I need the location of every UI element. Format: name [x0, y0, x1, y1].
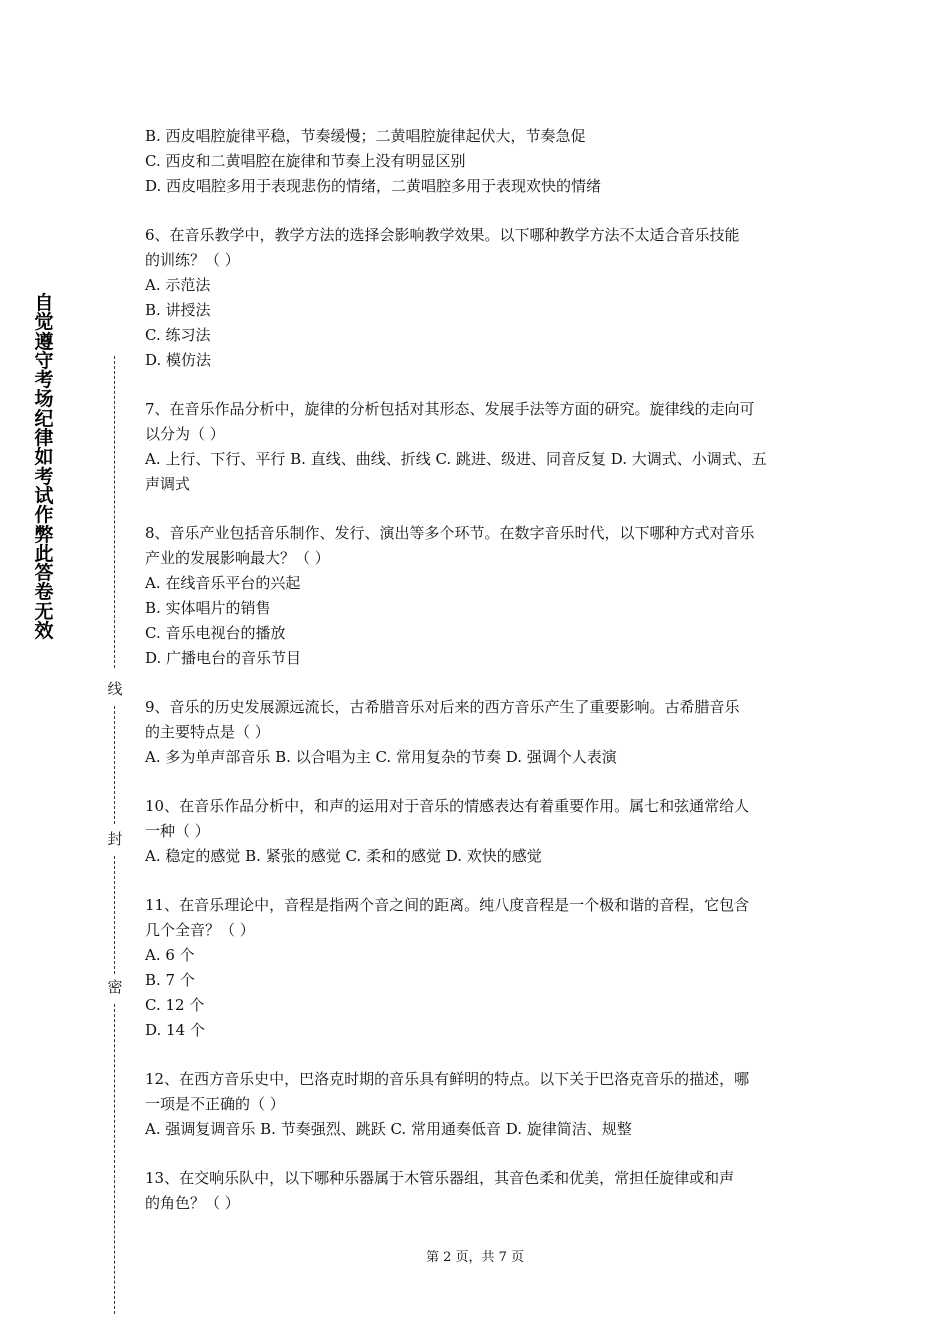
- binding-mark-secret: 密: [107, 978, 123, 996]
- exam-discipline-notice: 自觉遵守考场纪律如考试作弊此答卷无效: [34, 292, 54, 643]
- question-content: [145, 124, 813, 1216]
- question-stem: 11、在音乐理论中，音程是指两个音之间的距离。纯八度音程是一个极和谐的音程，它包含: [145, 896, 750, 914]
- question-stem: 12、在西方音乐史中，巴洛克时期的音乐具有鲜明的特点。以下关于巴洛克音乐的描述，哪: [145, 1070, 750, 1088]
- question-stem: 7、在音乐作品分析中，旋律的分析包括对其形态、发展手法等方面的研究。旋律线的走向可: [145, 400, 755, 418]
- question-9: [145, 695, 813, 770]
- question-12: [145, 1067, 813, 1142]
- option: D. 西皮唱腔多用于表现悲伤的情绪，二黄唱腔多用于表现欢快的情绪: [145, 177, 602, 195]
- question-stem: 的主要特点是（ ）: [145, 723, 270, 741]
- question-stem: 产业的发展影响最大？（ ）: [145, 549, 330, 567]
- option: C. 西皮和二黄唱腔在旋律和节奏上没有明显区别: [145, 152, 466, 170]
- option: A. 示范法: [145, 276, 211, 294]
- previous-question-options: [145, 124, 813, 199]
- question-7: [145, 397, 813, 497]
- question-stem: 10、在音乐作品分析中，和声的运用对于音乐的情感表达有着重要作用。属七和弦通常给人: [145, 797, 750, 815]
- question-10: [145, 794, 813, 869]
- binding-line-segment: [114, 856, 115, 974]
- options-line: A. 多为单声部音乐 B. 以合唱为主 C. 常用复杂的节奏 D. 强调个人表演: [145, 748, 617, 766]
- question-stem: 一种（ ）: [145, 822, 210, 840]
- question-8: [145, 521, 813, 671]
- page-footer: 第 2 页，共 7 页: [425, 1250, 525, 1265]
- option: B. 实体唱片的销售: [145, 599, 271, 617]
- question-6: [145, 223, 813, 373]
- binding-line-segment: [114, 356, 115, 668]
- options-line: A. 稳定的感觉 B. 紧张的感觉 C. 柔和的感觉 D. 欢快的感觉: [145, 847, 542, 865]
- options-line: A. 上行、下行、平行 B. 直线、曲线、折线 C. 跳进、级进、同音反复 D. 大调式、小调式、五: [145, 450, 767, 468]
- option: D. 广播电台的音乐节目: [145, 649, 302, 667]
- question-11: [145, 893, 813, 1043]
- question-stem: 13、在交响乐队中，以下哪种乐器属于木管乐器组，其音色柔和优美，常担任旋律或和声: [145, 1169, 735, 1187]
- question-stem: 一项是不正确的（ ）: [145, 1095, 285, 1113]
- option: B. 西皮唱腔旋律平稳，节奏缓慢；二黄唱腔旋律起伏大，节奏急促: [145, 127, 586, 145]
- options-line: A. 强调复调音乐 B. 节奏强烈、跳跃 C. 常用通奏低音 D. 旋律简洁、规整: [145, 1120, 632, 1138]
- option: C. 12 个: [145, 996, 205, 1014]
- binding-line-segment: [114, 1004, 115, 1314]
- question-stem: 以分为（ ）: [145, 425, 225, 443]
- option: B. 讲授法: [145, 301, 211, 319]
- option: C. 练习法: [145, 326, 211, 344]
- option: B. 7 个: [145, 971, 195, 989]
- question-stem: 6、在音乐教学中，教学方法的选择会影响教学效果。以下哪种教学方法不太适合音乐技能: [145, 226, 740, 244]
- question-stem: 的训练？（ ）: [145, 251, 240, 269]
- binding-mark-line: 线: [107, 680, 123, 698]
- option: A. 6 个: [145, 946, 195, 964]
- question-stem: 几个全音？（ ）: [145, 921, 255, 939]
- option: D. 14 个: [145, 1021, 205, 1039]
- binding-line-segment: [114, 706, 115, 824]
- option: C. 音乐电视台的播放: [145, 624, 286, 642]
- option: D. 模仿法: [145, 351, 212, 369]
- binding-mark-seal: 封: [107, 830, 123, 848]
- question-stem: 的角色？（ ）: [145, 1194, 240, 1212]
- question-stem: 9、音乐的历史发展源远流长，古希腊音乐对后来的西方音乐产生了重要影响。古希腊音乐: [145, 698, 740, 716]
- question-stem: 8、音乐产业包括音乐制作、发行、演出等多个环节。在数字音乐时代，以下哪种方式对音乐: [145, 524, 755, 542]
- options-line: 声调式: [145, 475, 191, 493]
- option: A. 在线音乐平台的兴起: [145, 574, 301, 592]
- question-13: [145, 1166, 813, 1216]
